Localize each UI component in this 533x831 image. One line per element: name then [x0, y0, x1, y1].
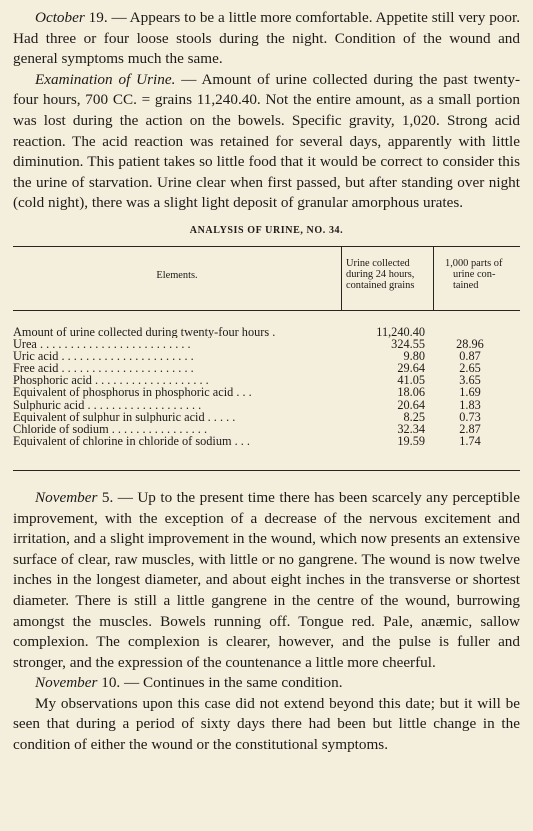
- paragraph-urine-examination: [13, 70, 520, 214]
- table-row: [13, 338, 520, 350]
- element-name: Equivalent of sulphur in sulphuric acid . . . . .: [13, 410, 236, 423]
- table-row: [13, 399, 520, 411]
- paragraph-text: 19. — Appears to be a little more comfortable. Appetite still very poor. Had three or four loose stools during the night. Condition of the wound and general symptoms much the same.: [13, 9, 520, 68]
- header-line: urine con-: [453, 268, 496, 280]
- date-label: November: [35, 488, 98, 506]
- element-name: Chloride of sodium . . . . . . . . . . . . . . . .: [13, 422, 208, 435]
- grains-value: 8.25: [403, 409, 425, 424]
- header-rule: [13, 310, 520, 311]
- paragraph-november-5: [13, 488, 520, 673]
- table-row: [13, 411, 520, 423]
- table-row: [13, 350, 520, 362]
- table-row: [13, 362, 520, 374]
- element-name: Sulphuric acid . . . . . . . . . . . . . . . . . . .: [13, 398, 202, 411]
- grains-value: 32.34: [397, 421, 425, 436]
- per-thousand-value: 0.73: [459, 409, 481, 424]
- table-body: [13, 326, 520, 447]
- per-thousand-value: 1.83: [459, 397, 481, 412]
- table-row: [13, 435, 520, 447]
- header-grains: [346, 258, 434, 291]
- element-name: Equivalent of phosphorus in phosphoric acid . . .: [13, 386, 252, 399]
- per-thousand-value: 2.87: [459, 421, 481, 436]
- table-title: ANALYSIS OF URINE, NO. 34.: [189, 224, 344, 236]
- per-thousand-value: 3.65: [459, 373, 481, 388]
- date-label: November: [35, 674, 98, 692]
- table-row: [13, 386, 520, 398]
- paragraph-text: 5. — Up to the present time there has been scarcely any perceptible improvement, with the exception of a decrease of the nervous excitement and irritation, and a slight improvement in the wound, which now presents an extensive surface of clear, raw muscles, with little or no gangrene. The wound is now twelve inches in the longest diameter, and about eight inches in the transverse or shortest diameter. There is still a little gangrene in the centre of the wound, burrowing amongst the muscles. Bowels running off. Tongue red. Pale, anæmic, sallow complexion. The complexion is clearer, however, and the pulse is fuller and stronger, and the expression of the countenance a little more cheerful.: [13, 488, 520, 671]
- element-name: Urea . . . . . . . . . . . . . . . . . . . . . . . . .: [13, 338, 191, 351]
- grains-value: 19.59: [397, 433, 425, 448]
- paragraph-text: My observations upon this case did not extend beyond this date; but it will be seen that during a period of sixty days there had been but little change in the condition of either the wound or the constitutional symptoms.: [13, 694, 520, 754]
- paragraph-october-19: [13, 8, 520, 70]
- paragraph-text: — Amount of urine collected during the past twenty-four hours, 700 CC. = grains 11,240.40. Not the entire amount, as a small portion was lost during the action on the bowels. Specific gravity, 1,020. Strong acid reaction. The acid reaction was retained for several days, apparently with little diminution. This patient takes so little food that it would be correct to consider this the urine of starvation. Urine clear when first passed, but after standing over night (cold night), there was a slight light deposit of granular amorphous urates.: [13, 70, 520, 212]
- grains-value: 324.55: [391, 337, 425, 352]
- table-top-rule: [13, 246, 520, 247]
- per-thousand-value: 28.96: [456, 337, 484, 352]
- header-line: 1,000 parts of: [445, 257, 503, 269]
- header-elements: Elements.: [156, 269, 198, 281]
- table-row: [13, 423, 520, 435]
- grains-value: 29.64: [397, 361, 425, 376]
- section-heading: Examination of Urine.: [35, 70, 176, 88]
- paragraph-text: 10. — Continues in the same condition.: [97, 674, 343, 692]
- grains-value: 41.05: [397, 373, 425, 388]
- header-line: contained grains: [346, 279, 415, 291]
- element-name: Phosphoric acid . . . . . . . . . . . . . . . . . . .: [13, 374, 209, 387]
- grains-value: 18.06: [397, 385, 425, 400]
- element-name: Uric acid . . . . . . . . . . . . . . . . . . . . . .: [13, 350, 194, 363]
- table-row: [13, 374, 520, 386]
- element-name: Equivalent of chlorine in chloride of sodium . . .: [13, 434, 251, 447]
- table-row: [13, 326, 520, 338]
- per-thousand-value: 2.65: [459, 361, 481, 376]
- header-line: during 24 hours,: [346, 268, 415, 280]
- grains-value: 20.64: [397, 397, 425, 412]
- urine-analysis-table: [13, 246, 520, 472]
- grains-value: 9.80: [403, 349, 425, 364]
- header-line: Urine collected: [346, 257, 410, 269]
- paragraph-november-10: [13, 673, 520, 694]
- per-thousand-value: 1.69: [459, 385, 481, 400]
- per-thousand-value: 0.87: [459, 349, 481, 364]
- header-per-thousand: [443, 258, 520, 291]
- column-divider: [341, 246, 342, 310]
- table-bottom-rule: [13, 470, 520, 471]
- per-thousand-value: 1.74: [459, 433, 481, 448]
- grains-value: 11,240.40: [376, 324, 425, 339]
- header-line: tained: [453, 279, 479, 291]
- paragraph-closing: [13, 694, 520, 756]
- element-name: Amount of urine collected during twenty-four hours .: [13, 325, 276, 339]
- date-label: October: [35, 9, 85, 26]
- element-name: Free acid . . . . . . . . . . . . . . . . . . . . . .: [13, 362, 194, 375]
